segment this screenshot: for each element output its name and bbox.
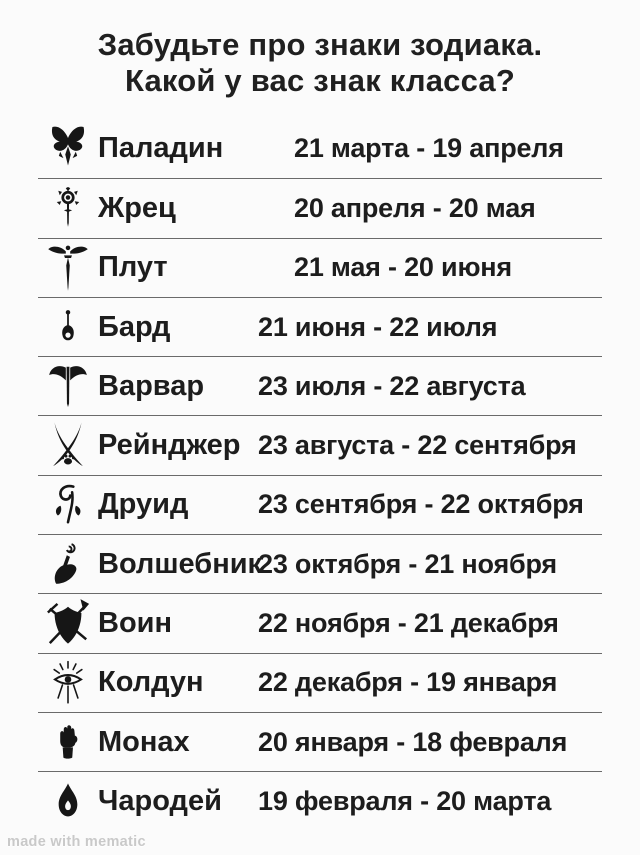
row-druid [38, 475, 602, 534]
class-name: Плут [98, 251, 168, 284]
row-fighter [38, 593, 602, 652]
class-name: Чародей [98, 784, 222, 817]
class-dates: 22 декабря - 19 января [258, 667, 558, 698]
class-name: Волшебник [98, 547, 263, 580]
row-ranger [38, 415, 602, 474]
class-name: Варвар [98, 369, 205, 402]
page-title [0, 0, 640, 99]
bard-lute-icon [38, 298, 98, 356]
class-dates: 20 января - 18 февраля [258, 726, 568, 757]
monk-fist-icon [38, 713, 98, 771]
class-name: Колдун [98, 666, 204, 699]
row-rogue [38, 238, 602, 297]
row-bard [38, 297, 602, 356]
class-name: Рейнджер [98, 429, 241, 462]
row-monk [38, 712, 602, 771]
class-dates: 23 июля - 22 августа [258, 370, 526, 401]
wizard-hand-spell-icon [38, 535, 98, 593]
paladin-helm-icon [38, 120, 98, 178]
class-dates: 21 июня - 22 июля [258, 311, 498, 342]
class-dates: 22 ноября - 21 декабря [258, 608, 559, 639]
class-name: Друид [98, 488, 189, 521]
warlock-radiant-eye-icon [38, 654, 98, 712]
rogue-winged-dagger-icon [38, 239, 98, 297]
row-barbarian [38, 356, 602, 415]
row-wizard [38, 534, 602, 593]
fighter-shield-weapons-icon [38, 595, 98, 653]
class-name: Воин [98, 607, 173, 640]
class-dates: 21 мая - 20 июня [294, 252, 512, 283]
class-dates: 23 сентября - 22 октября [258, 489, 584, 520]
sorcerer-flame-drop-icon [38, 772, 98, 830]
cleric-holy-symbol-icon [38, 179, 98, 237]
class-name: Паладин [98, 132, 224, 165]
class-dates: 20 апреля - 20 мая [294, 192, 536, 223]
class-dates: 19 февраля - 20 марта [258, 785, 552, 816]
class-dates: 23 октября - 21 ноября [258, 548, 557, 579]
barbarian-double-axe-icon [38, 357, 98, 415]
row-warlock [38, 653, 602, 712]
row-paladin [38, 119, 602, 178]
row-sorcerer [38, 771, 602, 830]
title-line-1: Забудьте про знаки зодиака. [97, 27, 543, 62]
class-dates: 23 августа - 22 сентября [258, 430, 577, 461]
class-name: Жрец [98, 191, 176, 224]
mematic-watermark: made with mematic [7, 834, 146, 850]
title-line-2: Какой у вас знак класса? [124, 63, 515, 98]
class-dates: 21 марта - 19 апреля [294, 133, 564, 164]
row-cleric [38, 178, 602, 237]
class-zodiac-table [38, 119, 602, 831]
class-name: Бард [98, 310, 171, 343]
ranger-crossed-blades-paw-icon [38, 417, 98, 475]
class-name: Монах [98, 725, 190, 758]
druid-crook-leaves-icon [38, 476, 98, 534]
